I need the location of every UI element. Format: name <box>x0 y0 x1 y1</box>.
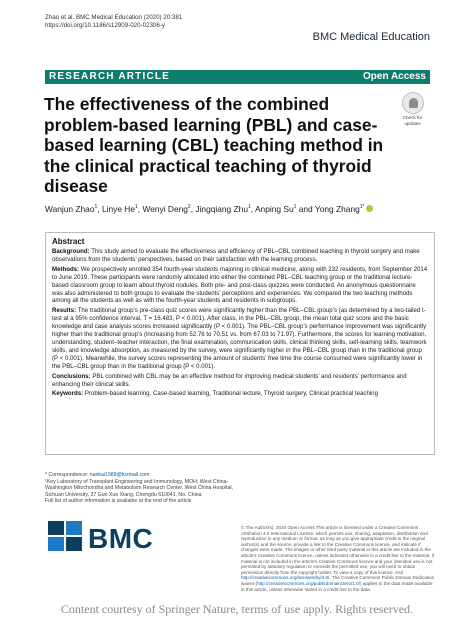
correspondence-email[interactable]: nankai1989@foxmail.com <box>89 472 150 478</box>
cc0-link[interactable]: http://creativecommons.org/publicdomain/zero/1.0/ <box>257 580 360 586</box>
bmc-logo-text: BMC <box>88 523 154 554</box>
bmc-logo <box>45 519 170 553</box>
author-name[interactable]: Anping Su <box>254 204 294 214</box>
license-body-3: ) applies to the data made available in this article, unless otherwise stated in a credit line to the data. <box>241 580 433 592</box>
author-affil: 2 <box>187 204 191 211</box>
author-name[interactable]: Yong Zhang <box>314 204 360 214</box>
abstract-results <box>52 307 428 370</box>
keywords-label: Keywords: <box>52 390 84 398</box>
bookmark-icon <box>402 92 424 114</box>
abstract-keywords <box>52 390 428 398</box>
conclusions-text: PBL combined with CBL may be an effective method for improving medical students’ and residents’ performance and enhancing their clinical skills. <box>52 372 407 388</box>
license-body: © The Author(s). 2020 Open Access This article is licensed under a Creative Commons Attribution 4.0 International License, which permits use, sharing, adaptation, distribution and reproduction in any medium or format, as long as you give appropriate credit to the original author(s) and the source, provide a link to the Creative Commons licence, and indicate if changes were made. The images or other third party material in this article are included in the article's Creative Commons licence, unless indicated otherwise in a credit line to the material. If material is not included in the article's Creative Commons licence and your intended use is not permitted by statutory regulation or exceeds the permitted use, you will need to obtain permission directly from the copyright holder. To view a copy of this licence, visit <box>241 525 435 575</box>
article-title: The effectiveness of the combined problem-based learning (PBL) and case-based learning (CBL) teaching method in the clinical practical teaching of thyroid disease <box>44 94 384 196</box>
background-label: Background: <box>52 248 90 255</box>
author-affil: 1* <box>359 204 365 211</box>
abstract-conclusions <box>52 373 428 389</box>
methods-text: We prospectively enrolled 354 fourth-year students majoring in clinical medicine, along with 232 residents, from September 2014 to June 2019. These participants were randomly allocated into either the combined PBL–CBL teaching group or the traditional lecture-based classroom group to learn about thyroid nodules. Both pre- and post-class quizzes were conducted. An anonymous questionnaire was also administered to both groups to evaluate the students’ perceptions and experiences. We compared the two teaching methods among all the students as well as with the fourth-year students and residents in subgroups. <box>52 265 428 305</box>
courtesy-footer: Content courtesy of Springer Nature, terms of use apply. Rights reserved. <box>60 602 414 616</box>
badge-line2: updates <box>404 121 421 126</box>
conclusions-label: Conclusions: <box>52 372 91 380</box>
abstract-heading: Abstract <box>52 237 85 246</box>
journal-name: BMC Medical Education <box>312 31 430 43</box>
open-access-label: Open Access <box>363 71 426 82</box>
author-affil: 1 <box>94 204 98 211</box>
license-body-2: The Creative Commons Public Domain Dedication waiver ( <box>241 575 435 586</box>
check-for-updates-badge[interactable] <box>396 92 429 128</box>
author-name[interactable]: Jingqiang Zhu <box>195 204 248 214</box>
results-label: Results: <box>52 307 77 315</box>
license-text <box>241 525 435 592</box>
license-link[interactable]: http://creativecommons.org/licenses/by/4.0/. <box>241 575 331 581</box>
correspondence-prefix: * Correspondence: <box>45 472 90 478</box>
abstract-background <box>52 248 428 264</box>
abstract-box <box>45 232 435 455</box>
affiliation-text: ¹Key Laboratory of Transplant Engineering and Immunology, MOH; West China-Washington Mitochondria and Metabolism Research Center, West China Hospital, Sichuan University, 37 Guo Xue Xiang, Chengdu 610041, No. China <box>45 478 233 498</box>
article-type-banner <box>45 70 430 84</box>
doi-link[interactable]: https://doi.org/10.1186/s12909-020-02306-y <box>45 22 165 29</box>
author-name[interactable]: Linye He <box>101 204 136 214</box>
keywords-text: Problem-based learning, Case-based learning, Traditional lecture, Thyroid surgery, Clinical practical teaching <box>84 390 378 398</box>
correspondence-line <box>45 472 235 479</box>
author-info-note: Full list of author information is available at the end of the article <box>45 498 192 505</box>
page-header <box>45 14 430 44</box>
orcid-icon[interactable] <box>366 205 373 212</box>
citation-line: Zhao et al. BMC Medical Education (2020) 20:381 <box>45 14 183 21</box>
author-name[interactable]: Wanjun Zhao <box>45 204 95 214</box>
article-type-label: RESEARCH ARTICLE <box>49 71 171 82</box>
badge-line1: Check for <box>402 115 423 120</box>
author-affil: 1 <box>247 204 251 211</box>
footnotes <box>45 472 235 505</box>
results-text: The traditional group’s pre-class quiz scores were significantly higher than the PBL–CBL group’s (as determined by a two-tailed t-test at a 95% confidence interval, T = 16.483, P < 0.001). After class, in the PBL–CBL group, the mean total quiz score and the basic knowledge and case analysis scores increased significantly (P < 0.001). The PBL–CBL group’s performance improvement was significantly higher than the traditional group’s (increasing from 52.76 to 70.51 vs. from 67.03 to 71.97). Furthermore, the scores for learning motivation, understanding, student–teacher interaction, the final examination, communication skills, clinical thinking skills, self-learning skills, teamwork skills, and knowledge absorption, as measured by the survey, were significantly higher in the PBL–CBL group than in the traditional group (P < 0.001). Meanwhile, the survey scores representing the amount of students’ free time the course consumed were significantly lower in the PBL–CBL group than in the traditional group (P < 0.001). <box>52 307 427 370</box>
abstract-methods <box>52 266 428 306</box>
methods-label: Methods: <box>52 265 80 273</box>
author-name[interactable]: Wenyi Deng <box>142 204 188 214</box>
background-text: This study aimed to evaluate the effectiveness and efficiency of PBL–CBL combined teaching in thyroid surgery and make observations from the students’ perspectives, based on their satisfaction with the learning process. <box>52 248 420 263</box>
author-affil: 1 <box>293 204 297 211</box>
bmc-logo-icon <box>45 519 87 553</box>
author-affil: 1 <box>135 204 138 211</box>
author-list: Wanjun Zhao$^1$, Linye He$^1$, Wenyi Deng$^2$, Jingqiang Zhu$^1$, Anping Su$^1$ and Yong Zhang$^{1*}$ <box>45 204 435 214</box>
